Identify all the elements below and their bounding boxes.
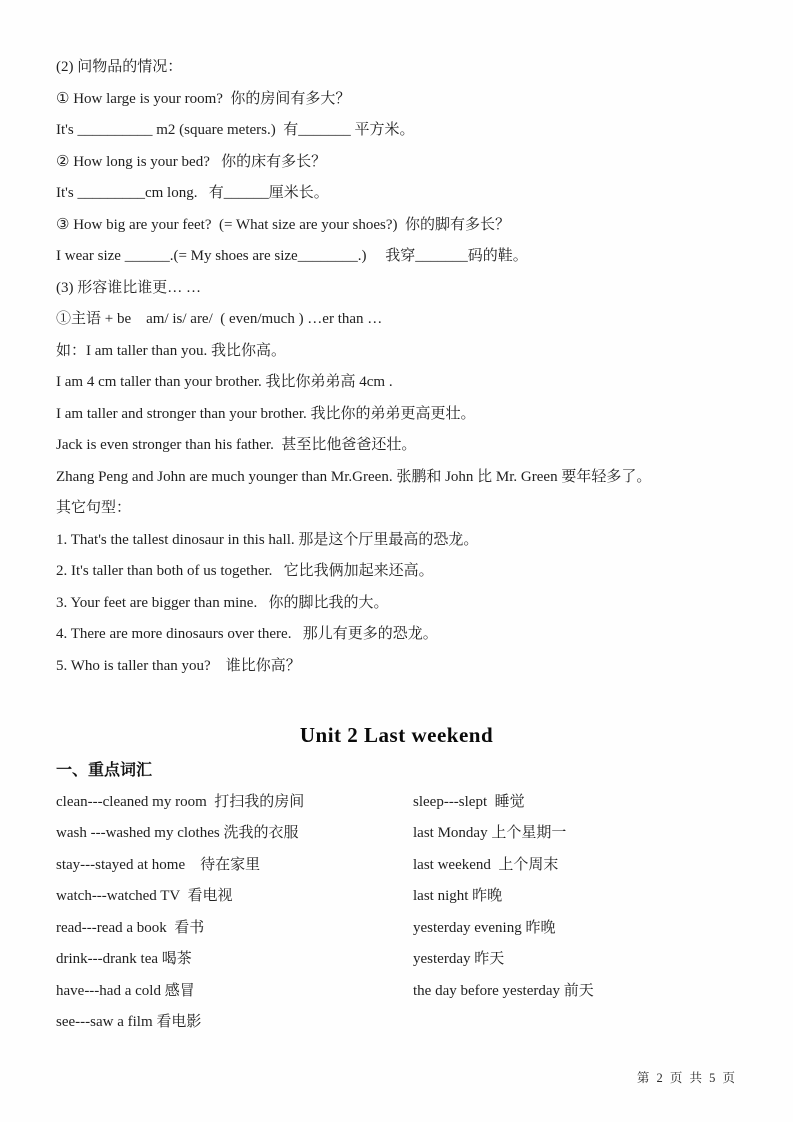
vocab-row xyxy=(56,1007,737,1039)
text-line: ①主语 + be am/ is/ are/ ( even/much ) …er than … xyxy=(56,311,383,327)
text-line: 4. There are more dinosaurs over there. 那儿有更多的恐龙。 xyxy=(56,626,438,642)
vocab-right-cell: last night 昨晚 xyxy=(413,888,503,904)
vocab-left-cell: clean---cleaned my room 打扫我的房间 xyxy=(56,793,305,810)
section-other-patterns-title: 其它句型： xyxy=(56,500,132,516)
vocab-left-cell: stay---stayed at home 待在家里 xyxy=(56,856,261,873)
text-line: Zhang Peng and John are much younger than Mr.Green. 张鹏和 John 比 Mr. Green 要年轻多了。 xyxy=(56,468,652,485)
vocab-row xyxy=(56,818,737,850)
vocab-left-cell: read---read a book 看书 xyxy=(56,919,205,936)
text-line: 5. Who is taller than you? 谁比你高？ xyxy=(56,657,301,674)
vocab-right-cell xyxy=(413,1007,737,1039)
unit2-heading: Unit 2 Last weekend xyxy=(299,723,494,747)
vocab-row xyxy=(56,944,737,976)
text-line: Jack is even stronger than his father. 甚至比他爸爸还壮。 xyxy=(56,437,417,453)
text-line: 3. Your feet are bigger than mine. 你的脚比我的大。 xyxy=(56,594,389,611)
vocab-right-cell: yesterday 昨天 xyxy=(413,951,505,967)
vocab-left-cell: wash ---washed my clothes 洗我的衣服 xyxy=(56,825,299,841)
vocab-right-cell: last weekend 上个周末 xyxy=(413,856,559,873)
vocab-right-cell: the day before yesterday 前天 xyxy=(413,982,594,999)
section-asking-title: (2) 问物品的情况： xyxy=(56,59,183,75)
text-line: ② How long is your bed? 你的床有多长？ xyxy=(56,153,327,170)
vocab-section-title: 一、重点词汇 xyxy=(56,762,153,779)
vocab-row xyxy=(56,787,737,819)
text-line: It's __________ m2 (square meters.) 有_______ 平方米。 xyxy=(56,122,415,138)
text-line: It's _________cm long. 有______厘米长。 xyxy=(56,185,329,201)
text-line: I wear size ______.(= My shoes are size________.) 我穿_______码的鞋。 xyxy=(56,248,528,264)
vocab-row xyxy=(56,881,737,913)
page-footer: 第 2 页 共 5 页 xyxy=(636,1071,737,1085)
section-comparatives-title: (3) 形容谁比谁更… … xyxy=(56,279,201,296)
vocab-right-cell: yesterday evening 昨晚 xyxy=(413,919,556,936)
vocab-row xyxy=(56,913,737,945)
text-line: ③ How big are your feet? (= What size are your shoes?) 你的脚有多长？ xyxy=(56,216,510,233)
text-line: I am taller and stronger than your brother. 我比你的弟弟更高更壮。 xyxy=(56,405,476,422)
text-line: 如：I am taller than you. 我比你高。 xyxy=(56,342,286,359)
vocab-left-cell: drink---drank tea 喝茶 xyxy=(56,951,192,967)
text-line: I am 4 cm taller than your brother. 我比你弟弟高 4cm . xyxy=(56,374,393,390)
vocab-row xyxy=(56,850,737,882)
vocab-left-cell: have---had a cold 感冒 xyxy=(56,982,195,999)
vocab-right-cell: sleep---slept 睡觉 xyxy=(413,793,525,810)
vocab-table xyxy=(56,787,737,1039)
text-line: ① How large is your room? 你的房间有多大？ xyxy=(56,90,351,107)
text-line: 1. That's the tallest dinosaur in this hall. 那是这个厅里最高的恐龙。 xyxy=(56,531,479,548)
vocab-left-cell: watch---watched TV 看电视 xyxy=(56,888,233,904)
vocab-row xyxy=(56,976,737,1008)
vocab-left-cell: see---saw a film 看电影 xyxy=(56,1014,202,1030)
text-line: 2. It's taller than both of us together. 它比我俩加起来还高。 xyxy=(56,563,434,579)
vocab-right-cell: last Monday 上个星期一 xyxy=(413,825,567,841)
